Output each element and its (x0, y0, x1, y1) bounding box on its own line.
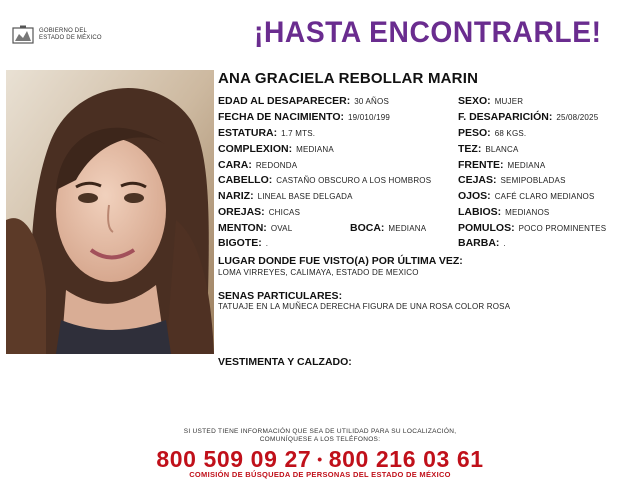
field-label: OREJAS: (218, 206, 265, 218)
logo-line-2: ESTADO DE MÉXICO (39, 35, 102, 41)
field-value: BLANCA (485, 145, 519, 154)
field-label: FRENTE: (458, 159, 504, 171)
field-edad (218, 95, 389, 108)
field-label: CABELLO: (218, 174, 273, 186)
last-seen-label: LUGAR DONDE FUE VISTO(A) POR ÚLTIMA VEZ: (218, 255, 463, 267)
field-value: MUJER (494, 97, 524, 106)
field-label: LABIOS: (458, 206, 502, 218)
field-label: TEZ: (458, 143, 482, 155)
field-label: PESO: (458, 127, 491, 139)
field-cejas (458, 174, 566, 187)
field-value: SEMIPOBLADAS (500, 176, 566, 185)
field-value: OVAL (270, 224, 293, 233)
field-orejas (218, 206, 300, 219)
field-labios (458, 206, 549, 219)
field-value: . (503, 239, 506, 248)
field-label: POMULOS: (458, 222, 515, 234)
field-value: CHICAS (268, 208, 301, 217)
field-value: 25/08/2025 (556, 113, 599, 122)
field-frente (458, 159, 545, 172)
field-label: F. DESAPARICIÓN: (458, 111, 553, 123)
field-label: CEJAS: (458, 174, 497, 186)
field-label: MENTON: (218, 222, 267, 234)
field-label: OJOS: (458, 190, 491, 202)
field-value: MEDIANA (507, 161, 546, 170)
field-complexion (218, 143, 334, 156)
contact-note-line-1: SI USTED TIENE INFORMACIÓN QUE SEA DE UTILIDAD PARA SU LOCALIZACIÓN, (183, 428, 457, 435)
contact-note-line-2: COMUNÍQUESE A LOS TELÉFONOS: (259, 436, 381, 443)
phone-number-2[interactable]: 800 216 03 61 (328, 446, 484, 472)
field-boca (350, 222, 426, 235)
phone-separator: • (317, 451, 323, 467)
field-estatura (218, 127, 315, 140)
last-seen-value: LOMA VIRREYES, CALIMAYA, ESTADO DE MEXICO (218, 268, 419, 277)
missing-person-photo (6, 70, 214, 354)
field-value: 30 AÑOS (354, 97, 389, 106)
field-label: ESTATURA: (218, 127, 278, 139)
marks-value: TATUAJE EN LA MUÑECA DERECHA FIGURA DE UNA ROSA COLOR ROSA (218, 302, 511, 311)
headline: ¡HASTA ENCONTRARLE! (254, 16, 602, 49)
government-logo (12, 24, 112, 46)
logo-line-1: GOBIERNO DEL (39, 28, 88, 34)
field-ojos (458, 190, 595, 203)
field-label: BARBA: (458, 237, 500, 249)
field-tez (458, 143, 519, 156)
field-label: NARIZ: (218, 190, 254, 202)
field-label: CARA: (218, 159, 252, 171)
field-label: BOCA: (350, 222, 385, 234)
portrait-illustration (6, 70, 214, 354)
field-cara (218, 159, 297, 172)
clothing-label: VESTIMENTA Y CALZADO: (218, 356, 352, 368)
field-pomulos (458, 222, 606, 235)
field-value: MEDIANA (388, 224, 427, 233)
field-value: MEDIANOS (505, 208, 550, 217)
field-label: COMPLEXION: (218, 143, 293, 155)
field-menton (218, 222, 292, 235)
field-value: REDONDA (255, 161, 298, 170)
logo-text (39, 28, 102, 42)
field-value: . (265, 239, 269, 248)
field-value: POCO PROMINENTES (518, 224, 607, 233)
field-value: 1.7 MTS. (281, 129, 316, 138)
field-nacimiento (218, 111, 390, 124)
field-value: 19/010/199 (348, 113, 391, 122)
field-bigote (218, 237, 268, 250)
commission-name: COMISIÓN DE BÚSQUEDA DE PERSONAS DEL ESTADO DE MÉXICO (189, 470, 451, 479)
field-label: FECHA DE NACIMIENTO: (218, 111, 344, 123)
field-value: CAFÉ CLARO MEDIANOS (494, 192, 595, 201)
phone-number-1[interactable]: 800 509 09 27 (156, 446, 312, 472)
field-desaparicion (458, 111, 598, 124)
person-name: ANA GRACIELA REBOLLAR MARIN (218, 70, 479, 87)
field-peso (458, 127, 526, 140)
field-barba (458, 237, 506, 250)
field-nariz (218, 190, 353, 203)
field-value: LINEAL BASE DELGADA (257, 192, 353, 201)
marks-label: SENAS PARTICULARES: (218, 290, 343, 302)
field-value: CASTAÑO OBSCURO A LOS HOMBROS (276, 176, 432, 185)
field-value: 68 KGS. (494, 129, 527, 138)
phone-numbers (0, 446, 640, 473)
field-label: BIGOTE: (218, 237, 262, 249)
field-label: EDAD AL DESAPARECER: (218, 95, 351, 107)
field-label: SEXO: (458, 95, 491, 107)
field-cabello (218, 174, 431, 187)
field-sexo (458, 95, 523, 108)
field-value: MEDIANA (296, 145, 334, 154)
state-seal-icon (12, 25, 34, 45)
